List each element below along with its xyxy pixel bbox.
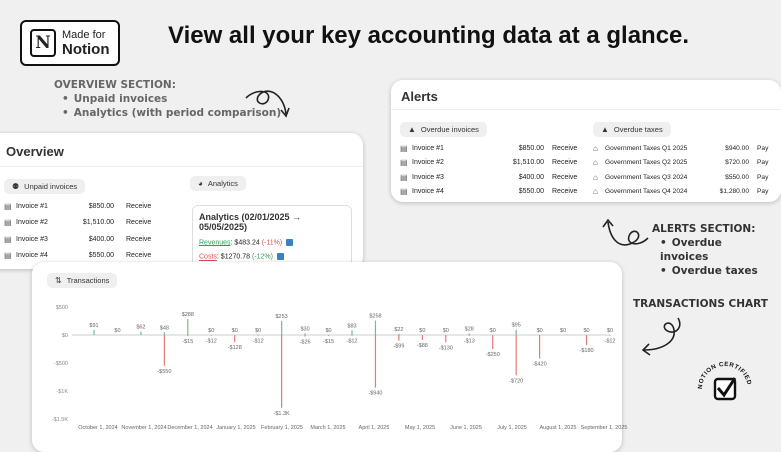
x-tick-label: April 1, 2025 [358, 425, 390, 431]
overview-callout-item: • Analytics (with period comparison) [62, 106, 281, 120]
made-for-notion-badge [20, 20, 120, 66]
overdue-taxes-list [593, 141, 771, 199]
revenue-bar [164, 332, 165, 335]
cost-bar [351, 335, 352, 336]
receive-button[interactable]: Receive [126, 252, 152, 260]
curly-arrow-icon [638, 314, 688, 358]
document-icon: ▤ [4, 234, 12, 244]
overdue-taxes-pill[interactable]: ▲ Overdue taxes [593, 122, 671, 137]
curly-arrow-icon [600, 216, 652, 250]
revenue-data-label: $0 [583, 328, 590, 334]
revenue-data-label: $30 [300, 326, 310, 333]
receive-button[interactable]: Receive [126, 235, 152, 243]
revenue-data-label: $288 [181, 311, 194, 318]
revenue-data-label: $0 [442, 328, 449, 334]
cost-data-label: -$99 [393, 343, 405, 350]
receive-button[interactable]: Receive [552, 173, 578, 181]
bank-icon: ⌂ [593, 143, 598, 153]
x-tick-label: May 1, 2025 [404, 425, 436, 431]
cost-bar [258, 335, 259, 336]
overdue-invoices-list [400, 141, 578, 199]
list-item[interactable]: ⌂ Government Taxes Q4 2024 $1,280.00 Pay [593, 185, 771, 200]
revenue-bar [304, 333, 305, 335]
list-item[interactable]: ▤ Invoice #2 $1,510.00 Receive [400, 158, 578, 168]
revenue-data-label: $0 [114, 328, 121, 334]
y-tick-label: -$500 [53, 361, 68, 367]
unpaid-invoices-pill[interactable]: ⚉ Unpaid invoices [4, 179, 85, 194]
revenue-data-label: $0 [231, 328, 238, 334]
revenue-data-label: $48 [159, 325, 169, 332]
cost-data-label: -$13 [463, 338, 475, 345]
overview-card [0, 133, 363, 269]
revenue-bar [516, 330, 517, 335]
cost-data-label: -$550 [157, 368, 172, 375]
revenue-bar [281, 321, 282, 335]
y-tick-label: $500 [55, 305, 68, 311]
badge-line1: Made for [62, 28, 106, 41]
overdue-invoices-pill[interactable]: ▲ Overdue invoices [400, 122, 487, 137]
cost-bar [187, 335, 188, 336]
unpaid-invoices-list [4, 198, 162, 264]
receive-button[interactable]: Receive [126, 219, 152, 227]
cost-bar [211, 335, 212, 336]
cost-bar [469, 335, 470, 336]
overview-callout-item: • Unpaid invoices [62, 92, 281, 106]
alerts-callout-item: • Overdue taxes [660, 264, 768, 278]
x-tick-label: March 1, 2025 [310, 425, 346, 431]
cost-bar [422, 335, 423, 340]
revenue-data-label: $91 [89, 322, 99, 329]
receive-button[interactable]: Receive [552, 144, 578, 152]
revenues-line: Revenues: $483.24 (-11%) [199, 239, 345, 246]
cost-data-label: -$12 [205, 338, 217, 345]
transactions-pill[interactable]: ⇅ Transactions [47, 273, 117, 288]
overview-title: Overview [6, 144, 64, 159]
x-tick-label: October 1, 2024 [78, 425, 118, 431]
list-item[interactable]: ▤ Invoice #1 $850.00 Receive [400, 143, 578, 153]
receive-button[interactable]: Receive [552, 188, 578, 196]
pie-chart-icon: ◕ [198, 179, 203, 188]
cost-bar [539, 335, 540, 359]
x-tick-label: June 1, 2025 [450, 425, 482, 431]
document-icon: ▤ [400, 158, 408, 168]
document-icon: ▤ [4, 201, 12, 211]
document-icon: ▤ [400, 187, 408, 197]
alerts-callout-title: ALERTS SECTION: [652, 223, 756, 235]
alerts-callout-item: • Overdue invoices [660, 236, 768, 264]
revenue-bar [187, 319, 188, 335]
revenue-data-label: $0 [208, 328, 215, 334]
cost-data-label: -$15 [182, 338, 194, 345]
revenue-data-label: $0 [419, 328, 426, 334]
receive-button[interactable]: Receive [126, 202, 152, 210]
costs-line: Costs: $1270.78 (-12%) [199, 253, 345, 260]
revenue-data-label: $22 [394, 326, 404, 333]
cost-data-label: -$180 [579, 348, 594, 355]
x-tick-label: January 1, 2025 [216, 425, 256, 431]
list-item[interactable]: ▤ Invoice #2 $1,510.00 Receive [4, 215, 162, 232]
bank-icon: ⌂ [593, 172, 598, 182]
y-tick-label: $0 [61, 333, 68, 339]
cost-bar [304, 335, 305, 336]
revenue-data-label: $258 [369, 313, 382, 320]
revenue-bar [93, 330, 94, 335]
link-icon[interactable] [277, 253, 284, 260]
x-tick-label: February 1, 2025 [261, 425, 303, 431]
notion-certified-seal-icon [694, 358, 756, 420]
revenue-data-label: $95 [511, 322, 521, 329]
link-icon[interactable] [286, 239, 293, 246]
cost-bar [492, 335, 493, 349]
cost-data-label: -$720 [509, 378, 524, 385]
list-item[interactable]: ⌂ Government Taxes Q3 2024 $550.00 Pay [593, 170, 771, 185]
overview-callout-title: OVERVIEW SECTION: [54, 79, 176, 91]
pay-button[interactable]: Pay [757, 159, 769, 167]
cost-data-label: -$420 [532, 361, 547, 368]
revenue-data-label: $28 [464, 326, 474, 333]
x-tick-label: November 1, 2024 [121, 425, 167, 431]
pay-button[interactable]: Pay [757, 144, 769, 152]
person-x-icon: ⚉ [12, 182, 20, 191]
document-icon: ▤ [4, 218, 12, 228]
revenue-data-label: $62 [136, 324, 146, 331]
cost-data-label: -$12 [346, 338, 358, 345]
page-headline: View all your key accounting data at a glance. [168, 22, 690, 49]
cost-bar [398, 335, 399, 341]
cost-data-label: -$15 [323, 338, 335, 345]
x-tick-label: August 1, 2025 [539, 425, 577, 431]
list-item[interactable]: ▤ Invoice #3 $400.00 Receive [400, 172, 578, 182]
revenue-data-label: $0 [325, 328, 332, 334]
pay-button[interactable]: Pay [757, 173, 769, 181]
revenue-data-label: $253 [275, 313, 288, 320]
x-tick-label: September 1, 2025 [580, 425, 628, 431]
curly-arrow-icon [242, 86, 292, 122]
analytics-title: Analytics (02/01/2025 → 05/05/2025) [199, 212, 302, 232]
revenue-bar [469, 333, 470, 335]
list-item[interactable]: ⌂ Government Taxes Q1 2025 $940.00 Pay [593, 141, 771, 156]
revenue-data-label: $83 [347, 323, 357, 330]
x-tick-label: July 1, 2025 [497, 425, 527, 431]
revenue-data-label: $0 [536, 328, 543, 334]
cost-bar [234, 335, 235, 342]
document-icon: ▤ [400, 143, 408, 153]
x-tick-label: December 1, 2024 [167, 425, 213, 431]
document-icon: ▤ [4, 251, 12, 261]
notion-logo-icon: N [30, 29, 56, 57]
cost-data-label: -$130 [438, 345, 453, 352]
transactions-callout: TRANSACTIONS CHART [633, 298, 768, 310]
revenue-data-label: $0 [255, 328, 262, 334]
alerts-card [391, 80, 781, 202]
badge-line2: Notion [62, 40, 110, 58]
revenue-bar [375, 321, 376, 335]
list-item[interactable]: ▤ Invoice #1 $850.00 Receive [4, 198, 162, 215]
revenue-bar [140, 332, 141, 335]
list-item[interactable]: ▤ Invoice #4 $550.00 Receive [4, 248, 162, 265]
cost-data-label: -$12 [252, 338, 264, 345]
revenue-data-label: $0 [489, 328, 496, 334]
cost-bar [516, 335, 517, 375]
cost-bar [281, 335, 282, 408]
document-icon: ▤ [400, 172, 408, 182]
cost-data-label: -$128 [227, 345, 242, 352]
analytics-pill[interactable]: ◕ Analytics [190, 176, 246, 191]
sort-arrows-icon: ⇅ [55, 276, 62, 285]
bank-icon: ⌂ [593, 158, 598, 168]
svg-text:NOTION CERTIFIED: NOTION CERTIFIED [696, 360, 753, 390]
revenue-data-label: $0 [606, 328, 614, 334]
warning-icon: ▲ [408, 125, 416, 134]
alerts-callout [652, 222, 768, 278]
list-item[interactable]: ▤ Invoice #3 $400.00 Receive [4, 231, 162, 248]
cost-bar [586, 335, 587, 345]
cost-data-label: -$250 [485, 352, 500, 358]
cost-bar [609, 335, 610, 336]
cost-data-label: -$26 [299, 339, 311, 346]
revenue-data-label: $0 [560, 328, 567, 334]
transactions-card [32, 262, 628, 452]
revenue-bar [351, 330, 352, 335]
list-item[interactable]: ▤ Invoice #4 $550.00 Receive [400, 187, 578, 197]
list-item[interactable]: ⌂ Government Taxes Q2 2025 $720.00 Pay [593, 156, 771, 171]
cost-data-label: -$88 [416, 342, 428, 349]
cost-bar [328, 335, 329, 336]
transactions-chart [32, 262, 628, 452]
cost-data-label: -$12 [604, 338, 616, 345]
cost-data-label: -$1.3K [273, 410, 290, 417]
revenue-bar [398, 334, 399, 335]
y-tick-label: -$1.5K [51, 417, 68, 423]
warning-icon: ▲ [601, 125, 609, 134]
cost-data-label: -$940 [368, 390, 383, 397]
bank-icon: ⌂ [593, 187, 598, 197]
cost-bar [164, 335, 165, 366]
y-tick-label: -$1K [56, 389, 68, 395]
pay-button[interactable]: Pay [757, 188, 769, 196]
cost-bar [445, 335, 446, 342]
receive-button[interactable]: Receive [552, 159, 578, 167]
alerts-title: Alerts [401, 89, 438, 104]
cost-bar [375, 335, 376, 388]
